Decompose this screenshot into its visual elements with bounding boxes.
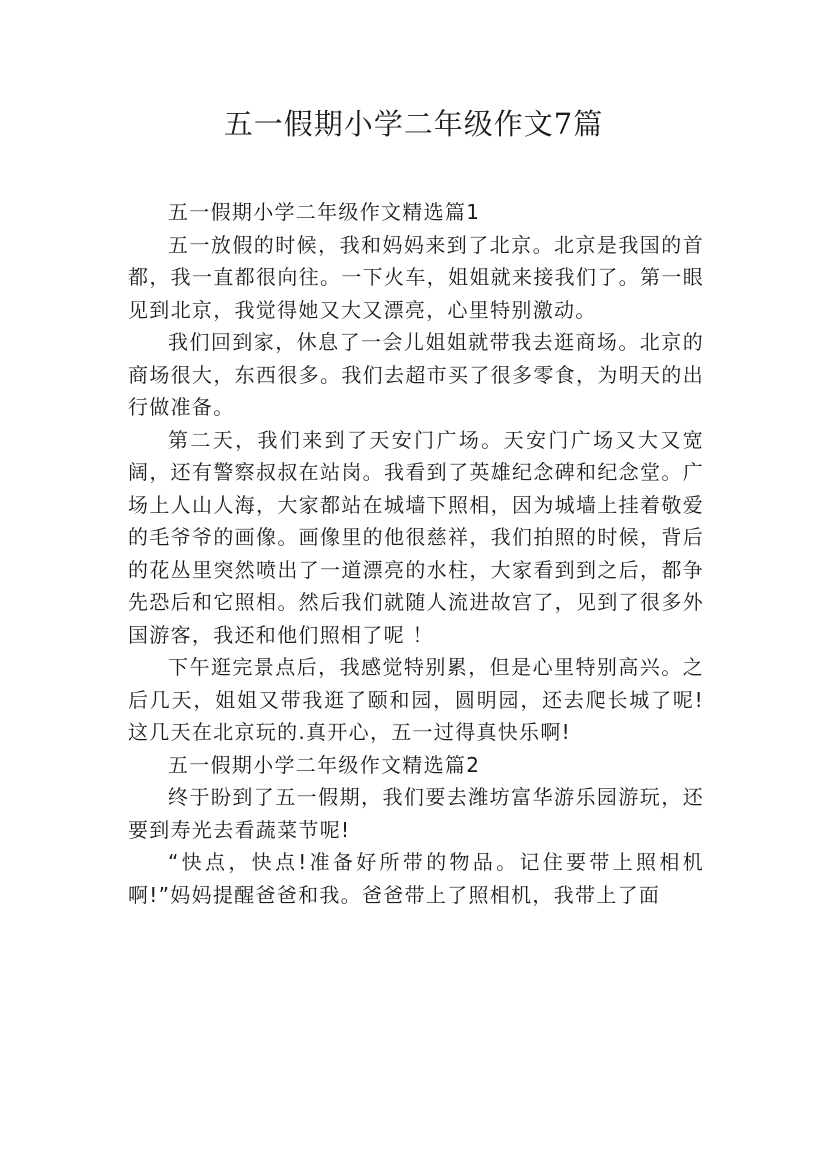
paragraph: “快点，快点!准备好所带的物品。记住要带上照相机啊!”妈妈提醒爸爸和我。爸爸带上了照相机，我带上了面 [128,850,704,907]
paragraph: 下午逛完景点后，我感觉特别累，但是心里特别高兴。之后几天，姐姐又带我逛了颐和园，圆明园，还去爬长城了呢!这几天在北京玩的.真开心，五一过得真快乐啊! [128,655,704,744]
paragraph: 第二天，我们来到了天安门广场。天安门广场又大又宽阔，还有警察叔叔在站岗。我看到了英雄纪念碑和纪念堂。广场上人山人海，大家都站在城墙下照相，因为城墙上挂着敬爱的毛爷爷的画像。画像里的他很慈祥，我们拍照的时候，背后的花丛里突然喷出了一道漂亮的水柱，大家看到到之后，都争先恐后和它照相。然后我们就随人流进故宫了，见到了很多外国游客，我还和他们照相了呢 ！ [128,427,704,647]
paragraph: 我们回到家，休息了一会儿姐姐就带我去逛商场。北京的商场很大，东西很多。我们去超市买了很多零食，为明天的出行做准备。 [128,330,704,419]
section-heading-2: 五一假期小学二年级作文精选篇2 [168,752,481,777]
paragraph: 五一放假的时候，我和妈妈来到了北京。北京是我国的首都，我一直都很向往。一下火车，姐姐就来接我们了。第一眼见到北京，我觉得她又大又漂亮，心里特别激动。 [128,232,704,322]
document-body [128,196,704,911]
paragraph: 终于盼到了五一假期，我们要去潍坊富华游乐园游玩，还要到寿光去看蔬菜节呢! [128,785,704,842]
page-title: 五一假期小学二年级作文7篇 [223,107,604,141]
section-heading-1: 五一假期小学二年级作文精选篇1 [168,200,481,224]
